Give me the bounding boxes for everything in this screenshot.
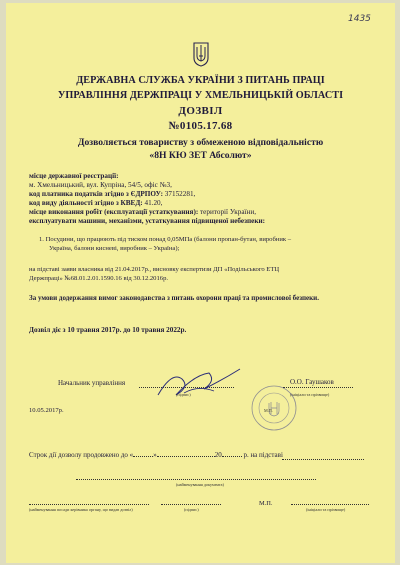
kved-label: код виду діяльності згідно з КВЕД: [29, 199, 143, 207]
department-name: УПРАВЛІННЯ ДЕРЖПРАЦІ У ХМЕЛЬНИЦЬКІЙ ОБЛАСТІ [57, 90, 344, 101]
extension-text-mid1: » [153, 451, 157, 459]
grant-line: Дозволяється товариству з обмеженою відповідальністю [77, 137, 324, 148]
document-name-caption: (найменування документа) [176, 482, 224, 487]
tax-code-value: 37152281, [162, 190, 196, 198]
official-position-caption: (найменування посади керівника органу, що видав дозвіл) [29, 507, 133, 512]
registration-value: м. Хмельницький, вул. Купріна, 54/5, офіс №3, [29, 181, 172, 189]
kved-value: 41.20, [142, 199, 163, 207]
company-name: «8Н КЮ ЗЕТ Абсолют» [149, 150, 252, 161]
kved-row [29, 199, 162, 208]
registration-label: місце державної реєстрації: [29, 172, 119, 180]
validity-text: Дозвіл діє з 10 травня 2017р. до 10 травня 2022р. [29, 326, 187, 334]
extension-stamp-caption: М.П. [259, 500, 273, 507]
signatory-name: О.О. Гаушаков [290, 378, 334, 386]
permit-number: №0105.17.68 [168, 120, 233, 132]
document-name-line [76, 479, 316, 480]
extension-signature-caption: (підпис) [184, 507, 199, 512]
basis-line1: на підставі заяви власника від 21.04.2017р., висновку експертизи ДП «Подільського ЕТЦ [29, 266, 280, 273]
condition-text: За умови додержання вимог законодавства з питань охорони праці та промислової безпеки. [29, 294, 319, 302]
equipment-item-line2: Україна, балони кисневі, виробник – Україна); [49, 245, 180, 252]
handwritten-number: 1435 [348, 14, 371, 24]
name-caption: (ініціали та прізвище) [290, 392, 330, 397]
work-place-label: місце виконання робіт (експлуатації устаткування): [29, 208, 199, 216]
official-seal-icon [250, 384, 298, 432]
extension-row [29, 451, 283, 460]
extension-basis-line [282, 459, 364, 460]
work-place-value: території України, [198, 208, 257, 216]
signatory-position: Начальник управління [58, 379, 126, 387]
handwritten-signature-icon [154, 365, 244, 405]
trident-emblem-icon [192, 41, 210, 67]
tax-code-label: код платника податків згідно з ЄДРПОУ: [29, 190, 163, 198]
extension-name-caption: (ініціали та прізвище) [306, 507, 346, 512]
stamp-caption: М.П. [264, 408, 273, 413]
extension-text-start: Строк дії дозволу продовжено до « [29, 451, 134, 459]
work-place-row [29, 208, 256, 217]
document-type: ДОЗВІЛ [178, 105, 223, 117]
agency-name: ДЕРЖАВНА СЛУЖБА УКРАЇНИ З ПИТАНЬ ПРАЦІ [76, 75, 325, 86]
official-position-line [29, 504, 149, 505]
extension-signature-line [161, 504, 221, 505]
extension-text-end: р. на підставі [243, 451, 283, 459]
machines-label: експлуатувати машини, механізми, устаткування підвищеної небезпеки: [29, 217, 266, 225]
basis-line2: Держпраці» №68.01.2.01.1590.16 від 30.12.2016р. [29, 275, 169, 282]
extension-name-line [291, 504, 369, 505]
equipment-item-line1: 1. Посудини, що працюють під тиском понад 0,05МПа (балони пропан-бутан, виробник – [39, 236, 292, 243]
tax-code-row [29, 190, 195, 199]
issue-date: 10.05.2017р. [29, 407, 64, 414]
permit-document [6, 3, 395, 563]
extension-year-prefix: 20 [214, 451, 222, 459]
signature-caption: (підпис) [176, 392, 191, 397]
